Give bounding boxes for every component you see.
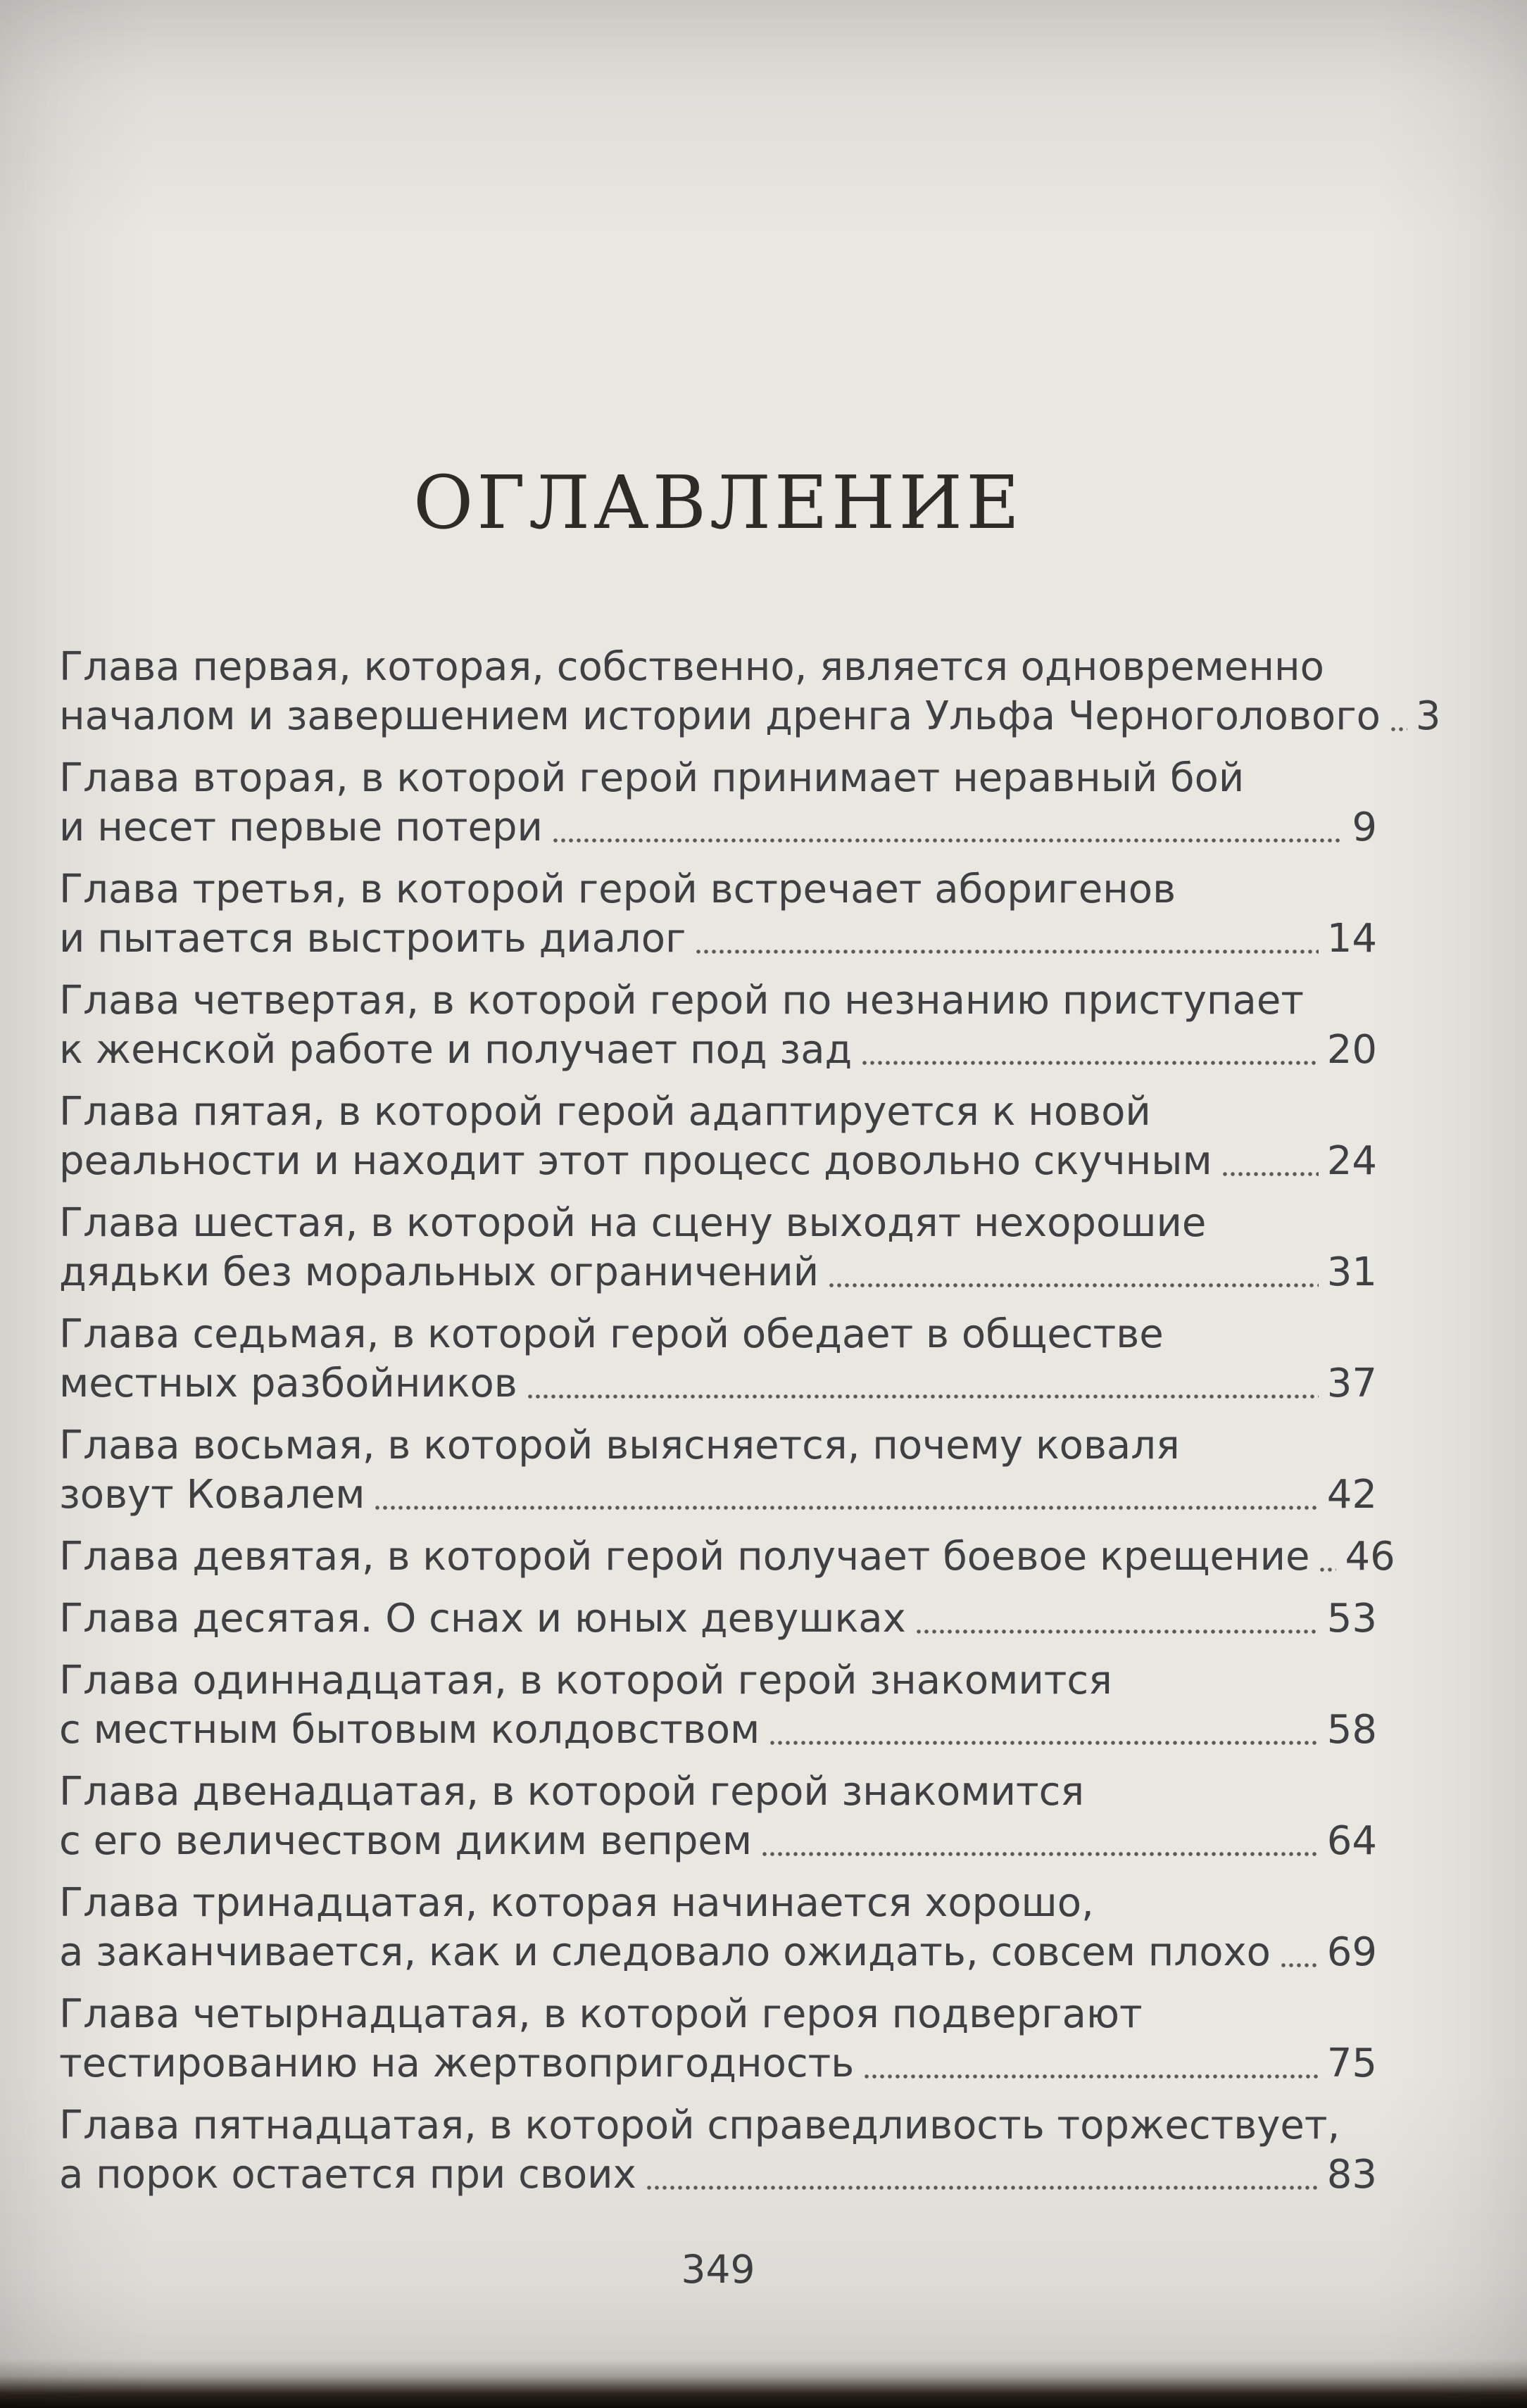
- dot-leader: [553, 838, 1343, 843]
- toc-entry: [59, 1199, 1377, 1297]
- toc-entry-text: с его величеством диким вепрем: [59, 1817, 753, 1864]
- toc-entry-line2: [59, 1470, 1377, 1520]
- toc-entry-line2: [59, 1532, 1395, 1582]
- toc-entry-line2: [59, 1928, 1377, 1977]
- toc-entry-line1: Глава тринадцатая, которая начинается хорошо,: [59, 1879, 1094, 1926]
- book-bottom-edge: [0, 2359, 1527, 2408]
- toc-entry-line2: [59, 803, 1377, 852]
- toc-entry-page: 69: [1326, 1929, 1377, 1975]
- toc-entry-text: тестированию на жертвопригодность: [59, 2040, 855, 2086]
- toc-entry-text: началом и завершением истории дренга Ульфа Черноголового: [59, 693, 1381, 739]
- toc-entry-text: дядьки без моральных ограничений: [59, 1249, 819, 1295]
- toc-entry-line2: [59, 2039, 1377, 2088]
- toc-entry-line2: [59, 2150, 1377, 2200]
- toc-entry-page: 46: [1345, 1533, 1395, 1580]
- page-title: ОГЛАВЛЕНИЕ: [413, 460, 1024, 546]
- folio-page-number: 349: [681, 2247, 755, 2292]
- toc-entry-page: 20: [1326, 1026, 1377, 1073]
- toc-entry-text: зовут Ковалем: [59, 1471, 365, 1518]
- toc-entry-text: Глава десятая. О снах и юных девушках: [59, 1595, 906, 1641]
- toc-entry-text: с местным бытовым колдовством: [59, 1706, 760, 1753]
- toc-entry-line1: Глава седьмая, в которой герой обедает в обществе: [59, 1311, 1164, 1357]
- toc-entry-text: к женской работе и получает под зад: [59, 1026, 853, 1073]
- toc-entry: [59, 976, 1377, 1075]
- toc-entry: [59, 1656, 1377, 1755]
- toc-entry-page: 64: [1326, 1817, 1377, 1864]
- dot-leader: [1390, 726, 1407, 732]
- toc-entry: [59, 754, 1377, 852]
- toc-entry-line1: Глава третья, в которой герой встречает аборигенов: [59, 866, 1176, 912]
- toc-entry-text: реальности и находит этот процесс довольно скучным: [59, 1137, 1212, 1184]
- dot-leader: [862, 1060, 1319, 1066]
- toc-entry-line2: [59, 1137, 1377, 1186]
- toc-entry-line2: [59, 1026, 1377, 1075]
- toc-entry: [59, 2101, 1377, 2200]
- toc-entry-line1: Глава первая, которая, собственно, является одновременно: [59, 643, 1324, 690]
- page-content: [59, 0, 1441, 2408]
- dot-leader: [829, 1282, 1319, 1288]
- toc-entry-text: и несет первые потери: [59, 804, 543, 850]
- toc-entry-page: 75: [1326, 2040, 1377, 2086]
- toc-entry-line1: Глава пятнадцатая, в которой справедливость торжествует,: [59, 2102, 1340, 2148]
- toc-entry-line2: [59, 1594, 1377, 1644]
- toc-entry-page: 31: [1326, 1249, 1377, 1295]
- toc-entry-page: 9: [1352, 804, 1377, 850]
- toc-entry-text: Глава девятая, в которой герой получает боевое крещение: [59, 1533, 1310, 1580]
- toc-entry-page: 3: [1415, 693, 1441, 739]
- dot-leader: [375, 1505, 1318, 1511]
- toc-entry-text: а заканчивается, как и следовало ожидать, совсем плохо: [59, 1929, 1271, 1975]
- toc-entry-page: 24: [1326, 1137, 1377, 1184]
- toc-entry-page: 58: [1326, 1706, 1377, 1753]
- dot-leader: [1222, 1171, 1319, 1177]
- toc-entry-page: 83: [1326, 2151, 1377, 2198]
- toc-entry: [59, 1594, 1377, 1644]
- toc-entry: [59, 1310, 1377, 1408]
- toc-entry-line2: [59, 1706, 1377, 1755]
- dot-leader: [527, 1394, 1319, 1399]
- toc-entry-text: а порок остается при своих: [59, 2151, 636, 2198]
- toc-entry-line1: Глава восьмая, в которой выясняется, почему коваля: [59, 1422, 1180, 1468]
- toc-entry-page: 53: [1326, 1595, 1377, 1641]
- toc-entry-line1: Глава пятая, в которой герой адаптируется к новой: [59, 1088, 1151, 1135]
- toc-entry: [59, 1088, 1377, 1186]
- toc-entry-line2: [59, 692, 1441, 741]
- dot-leader: [696, 949, 1318, 954]
- toc-entry-page: 42: [1326, 1471, 1377, 1518]
- toc-entry: [59, 1879, 1377, 1977]
- toc-entry: [59, 1421, 1377, 1520]
- toc-entry: [59, 1532, 1395, 1582]
- toc-entry-line2: [59, 1359, 1377, 1408]
- toc-entry: [59, 1990, 1377, 2088]
- dot-leader: [1319, 1567, 1336, 1572]
- toc-entry-line1: Глава одиннадцатая, в которой герой знакомится: [59, 1657, 1112, 1703]
- dot-leader: [916, 1629, 1319, 1634]
- dot-leader: [769, 1740, 1318, 1746]
- toc-entry-line1: Глава четвертая, в которой герой по незнанию приступает: [59, 977, 1304, 1023]
- toc-entry: [59, 1767, 1377, 1866]
- toc-entry-line2: [59, 914, 1377, 964]
- dot-leader: [1281, 1962, 1319, 1968]
- dot-leader: [762, 1851, 1319, 1857]
- toc-entry-text: местных разбойников: [59, 1360, 517, 1406]
- toc-entry-line1: Глава шестая, в которой на сцену выходят нехорошие: [59, 1199, 1207, 1246]
- toc-entry-page: 37: [1326, 1360, 1377, 1406]
- toc-entry-line1: Глава двенадцатая, в которой герой знакомится: [59, 1768, 1085, 1815]
- toc-entry-line1: Глава вторая, в которой герой принимает неравный бой: [59, 755, 1245, 801]
- toc-entry-page: 14: [1326, 915, 1377, 962]
- toc-entry: [59, 643, 1441, 741]
- toc-list: [59, 643, 1441, 2200]
- dot-leader: [646, 2185, 1319, 2190]
- toc-entry-line2: [59, 1248, 1377, 1297]
- toc-entry-line1: Глава четырнадцатая, в которой героя подвергают: [59, 1991, 1143, 2037]
- dot-leader: [864, 2074, 1318, 2079]
- toc-entry-text: и пытается выстроить диалог: [59, 915, 686, 962]
- toc-entry-line2: [59, 1817, 1377, 1866]
- toc-entry: [59, 865, 1377, 964]
